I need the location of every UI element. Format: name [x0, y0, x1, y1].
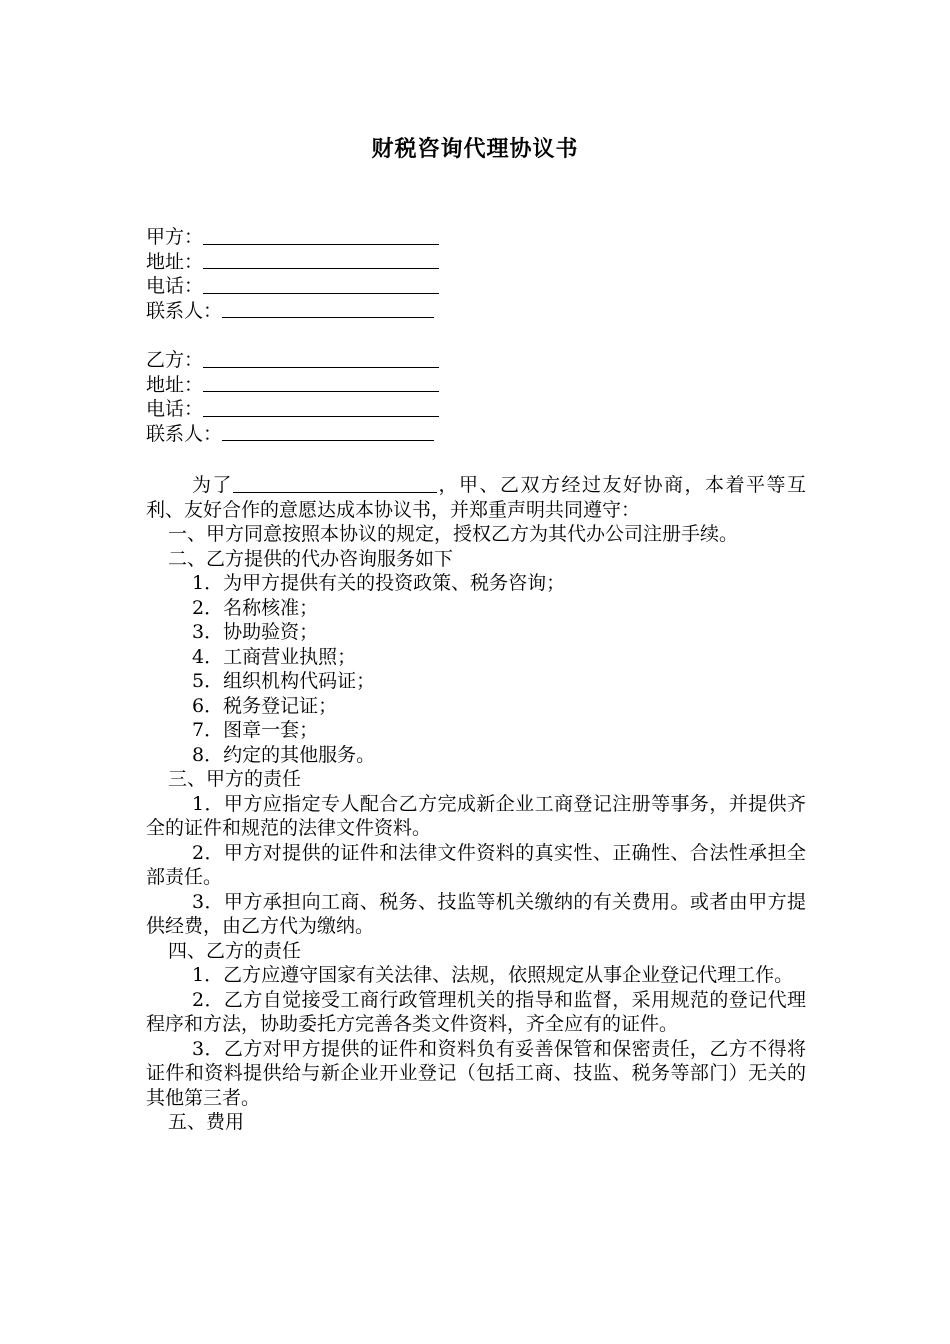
party-a-contact-line: [146, 299, 466, 324]
section-4-heading: 四、乙方的责任: [168, 939, 302, 962]
intro-suffix: ，甲、乙双方经过友好协商，本着平等互利、友好合作的意愿达成本协议书，并郑重声明共同遵守：: [146, 474, 806, 521]
party-b-phone-blank: [203, 397, 439, 417]
section-2-item: 3．协助验资；: [192, 621, 319, 643]
section-2-item: 7．图章一套；: [192, 719, 319, 741]
party-b-address-label: 地址：: [146, 373, 204, 396]
party-b-phone-label: 电话：: [146, 398, 204, 420]
party-a-contact-blank: [222, 298, 434, 318]
party-a-phone-label: 电话：: [146, 275, 204, 297]
section-2-item: 1．为甲方提供有关的投资政策、税务咨询；: [192, 572, 566, 594]
party-a-name-blank: [203, 225, 439, 245]
party-b-name-blank: [203, 348, 439, 368]
section-3-heading: 三、甲方的责任: [168, 768, 302, 790]
party-b-address-blank: [203, 372, 439, 392]
section-3-item: 2．甲方对提供的证件和法律文件资料的真实性、正确性、合法性承担全部责任。: [146, 841, 806, 888]
purpose-blank: [233, 473, 437, 493]
section-4-item: 2．乙方自觉接受工商行政管理机关的指导和监督，采用规范的登记代理程序和方法，协助委托方完善各类文件资料，齐全应有的证件。: [146, 988, 806, 1035]
party-a-label: 甲方：: [146, 226, 204, 248]
section-1: 一、甲方同意按照本协议的规定，授权乙方为其代办公司注册手续。: [168, 523, 739, 545]
party-a-phone-line: [146, 274, 466, 299]
party-b-contact-blank: [222, 421, 434, 441]
party-a-name-line: [146, 225, 466, 250]
document-title: 财税咨询代理协议书: [371, 136, 579, 162]
party-a-address-label: 地址：: [146, 250, 204, 273]
section-2-item: 6．税务登记证；: [192, 694, 338, 717]
party-a-address-blank: [203, 249, 439, 269]
section-2-item: 5．组织机构代码证；: [192, 670, 376, 692]
party-a-block: [146, 225, 466, 323]
section-5-heading: 五、费用: [168, 1111, 245, 1133]
party-a-contact-label: 联系人：: [146, 299, 223, 322]
party-b-block: [146, 348, 466, 446]
agreement-body: [146, 473, 806, 1135]
section-3-item: 3．甲方承担向工商、税务、技监等机关缴纳的有关费用。或者由甲方提供经费，由乙方代为缴纳。: [146, 890, 806, 937]
party-b-contact-line: [146, 422, 466, 447]
party-a-phone-blank: [203, 274, 439, 294]
party-b-label: 乙方：: [146, 349, 204, 371]
party-b-contact-label: 联系人：: [146, 422, 223, 445]
section-2-item: 4．工商营业执照；: [192, 645, 357, 668]
section-3-item: 1．甲方应指定专人配合乙方完成新企业工商登记注册等事务，并提供齐全的证件和规范的法律文件资料。: [146, 792, 806, 839]
section-4-item: 1．乙方应遵守国家有关法律、法规，依照规定从事企业登记代理工作。: [192, 964, 794, 986]
party-b-address-line: [146, 373, 466, 398]
section-2-item: 2．名称核准；: [192, 596, 319, 619]
section-2-item: 8．约定的其他服务。: [192, 743, 376, 766]
section-4-item: 3．乙方对甲方提供的证件和资料负有妥善保管和保密责任，乙方不得将证件和资料提供给与新企业开业登记（包括工商、技监、税务等部门）无关的其他第三者。: [146, 1037, 806, 1109]
party-b-phone-line: [146, 397, 466, 422]
party-b-name-line: [146, 348, 466, 373]
intro-prefix: 为了: [192, 474, 233, 496]
intro-paragraph: [146, 473, 806, 522]
section-2-heading: 二、乙方提供的代办咨询服务如下: [168, 547, 454, 570]
party-a-address-line: [146, 250, 466, 275]
